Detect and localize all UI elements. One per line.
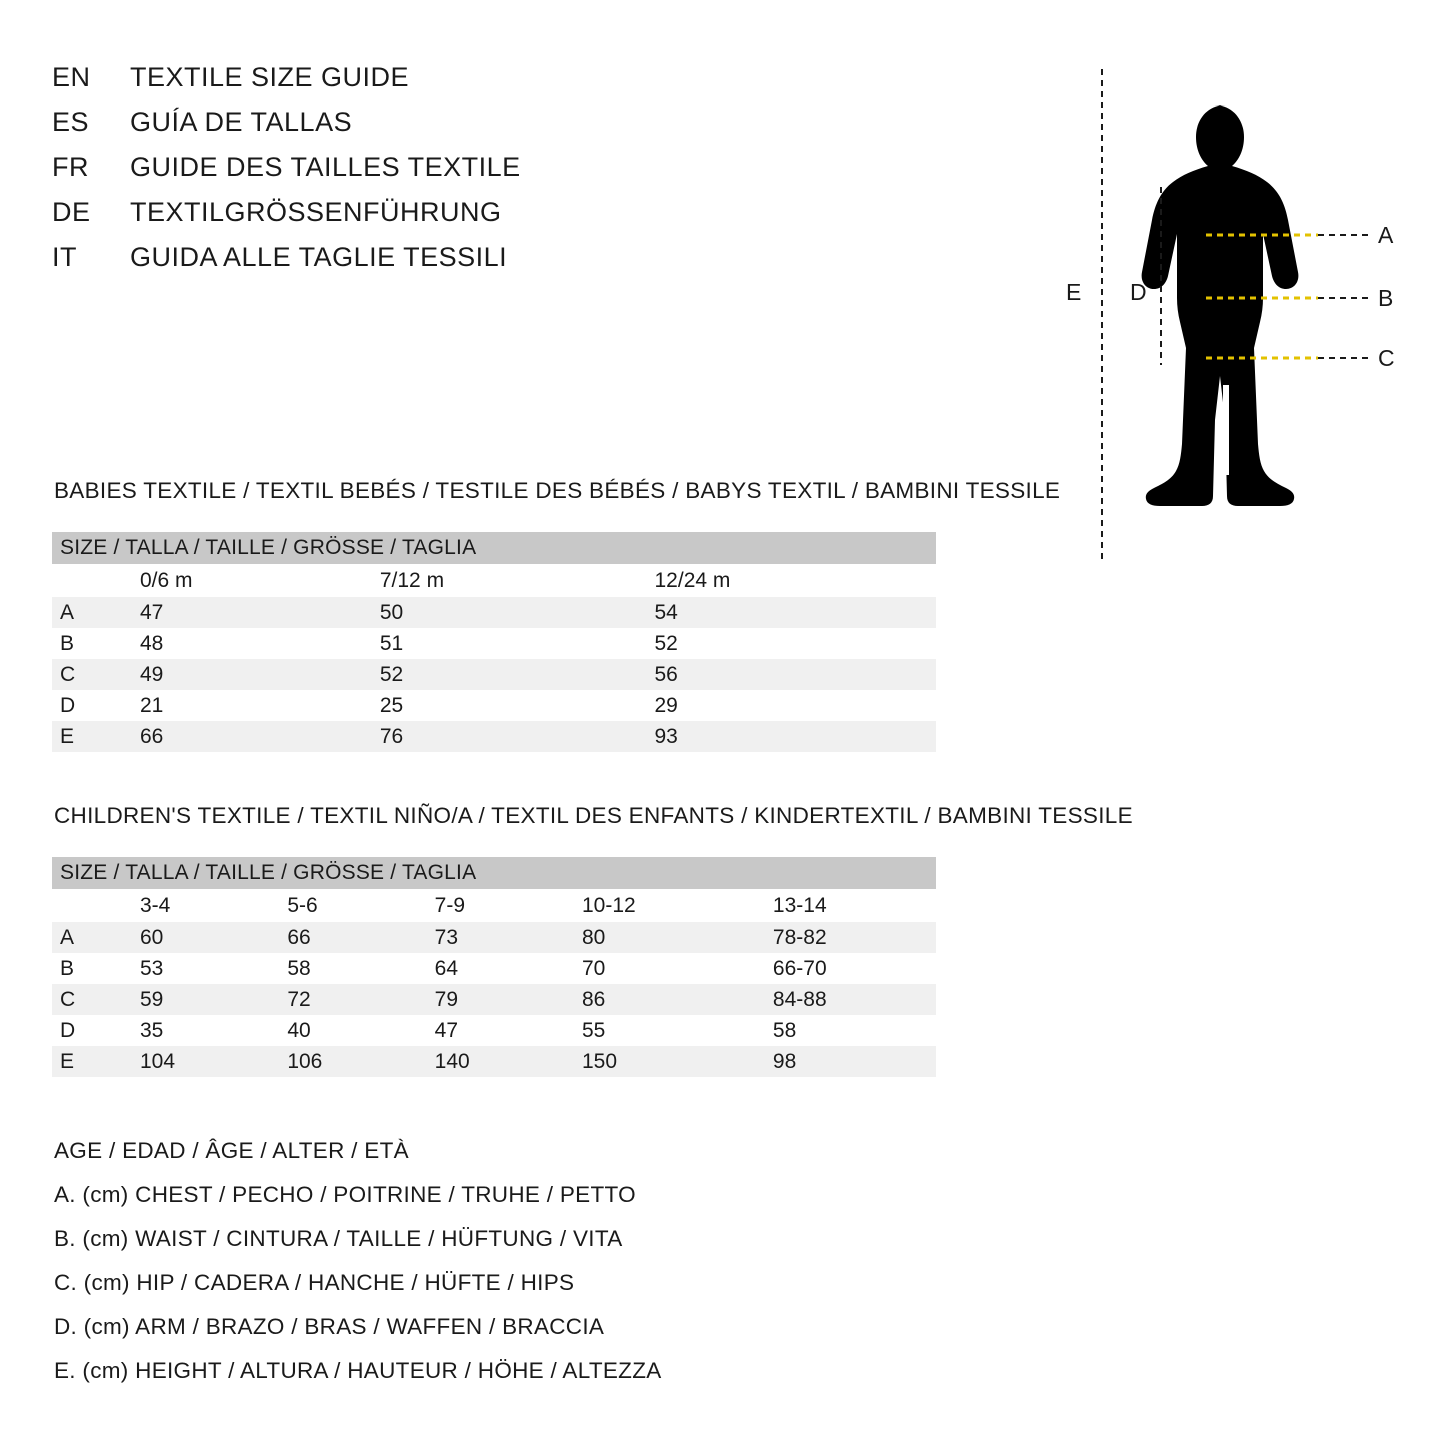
- children-size-table: [52, 857, 936, 1077]
- language-title-fr: GUIDE DES TAILLES TEXTILE: [130, 152, 521, 182]
- table-row: [52, 597, 936, 628]
- children-e-2: 140: [407, 1046, 554, 1077]
- children-row-label-e: E: [52, 1046, 112, 1077]
- children-d-1: 40: [259, 1015, 406, 1046]
- guide-label-a: A: [1378, 222, 1394, 248]
- table-row: [52, 922, 936, 953]
- children-e-4: 98: [745, 1046, 936, 1077]
- children-banner-label: SIZE / TALLA / TAILLE / GRÖSSE / TAGLIA: [52, 857, 936, 889]
- children-e-0: 104: [112, 1046, 259, 1077]
- children-d-3: 55: [554, 1015, 745, 1046]
- table-row: [52, 953, 936, 984]
- children-section-heading: CHILDREN'S TEXTILE / TEXTIL NIÑO/A / TEXTIL DES ENFANTS / KINDERTEXTIL / BAMBINI TESSILE: [54, 803, 1133, 828]
- babies-b-1: 51: [352, 628, 627, 659]
- babies-d-1: 25: [352, 690, 627, 721]
- children-row-label-a: A: [52, 922, 112, 953]
- children-table-header-row: [52, 889, 936, 922]
- children-a-3: 80: [554, 922, 745, 953]
- children-c-4: 84-88: [745, 984, 936, 1015]
- babies-header-corner: [52, 564, 112, 597]
- babies-c-0: 49: [112, 659, 352, 690]
- children-header-corner: [52, 889, 112, 922]
- table-row: [52, 1046, 936, 1077]
- children-b-0: 53: [112, 953, 259, 984]
- babies-row-label-e: E: [52, 721, 112, 752]
- babies-col-2: 12/24 m: [627, 564, 937, 597]
- language-row-it: [52, 242, 752, 287]
- table-row: [52, 659, 936, 690]
- legend-line-age: AGE / EDAD / ÂGE / ALTER / ETÀ: [54, 1138, 409, 1163]
- language-title-en: TEXTILE SIZE GUIDE: [130, 62, 410, 92]
- children-row-label-c: C: [52, 984, 112, 1015]
- children-col-3: 10-12: [554, 889, 745, 922]
- children-d-4: 58: [745, 1015, 936, 1046]
- language-title-de: TEXTILGRÖSSENFÜHRUNG: [130, 197, 502, 227]
- guide-label-e: E: [1066, 279, 1082, 305]
- children-b-3: 70: [554, 953, 745, 984]
- babies-col-1: 7/12 m: [352, 564, 627, 597]
- babies-row-label-b: B: [52, 628, 112, 659]
- language-code-de: DE: [52, 197, 91, 227]
- babies-row-label-c: C: [52, 659, 112, 690]
- legend-line-height: E. (cm) HEIGHT / ALTURA / HAUTEUR / HÖHE / ALTEZZA: [54, 1358, 662, 1383]
- language-row-fr: [52, 152, 752, 197]
- guide-label-c: C: [1378, 345, 1395, 371]
- children-d-2: 47: [407, 1015, 554, 1046]
- babies-a-2: 54: [627, 597, 937, 628]
- legend-line-hip: C. (cm) HIP / CADERA / HANCHE / HÜFTE / HIPS: [54, 1270, 575, 1295]
- children-col-2: 7-9: [407, 889, 554, 922]
- children-row-label-b: B: [52, 953, 112, 984]
- language-row-es: [52, 107, 752, 152]
- babies-d-0: 21: [112, 690, 352, 721]
- table-row: [52, 1015, 936, 1046]
- language-code-it: IT: [52, 242, 77, 272]
- babies-d-2: 29: [627, 690, 937, 721]
- measurement-legend: [54, 1138, 954, 1402]
- babies-row-label-a: A: [52, 597, 112, 628]
- children-c-3: 86: [554, 984, 745, 1015]
- babies-e-2: 93: [627, 721, 937, 752]
- babies-e-1: 76: [352, 721, 627, 752]
- children-col-4: 13-14: [745, 889, 936, 922]
- babies-b-2: 52: [627, 628, 937, 659]
- children-col-0: 3-4: [112, 889, 259, 922]
- table-row: [52, 721, 936, 752]
- babies-size-table: [52, 532, 936, 752]
- children-b-2: 64: [407, 953, 554, 984]
- babies-row-label-d: D: [52, 690, 112, 721]
- babies-e-0: 66: [112, 721, 352, 752]
- language-title-es: GUÍA DE TALLAS: [130, 107, 353, 137]
- language-row-de: [52, 197, 752, 242]
- babies-section-heading: BABIES TEXTILE / TEXTIL BEBÉS / TESTILE DES BÉBÉS / BABYS TEXTIL / BAMBINI TESSILE: [54, 478, 1061, 503]
- table-row: [52, 984, 936, 1015]
- babies-c-2: 56: [627, 659, 937, 690]
- legend-line-chest: A. (cm) CHEST / PECHO / POITRINE / TRUHE / PETTO: [54, 1182, 636, 1207]
- children-c-2: 79: [407, 984, 554, 1015]
- children-a-0: 60: [112, 922, 259, 953]
- babies-table-header-row: [52, 564, 936, 597]
- children-table-banner: [52, 857, 936, 889]
- guide-label-d: D: [1130, 279, 1147, 305]
- babies-a-0: 47: [112, 597, 352, 628]
- children-b-1: 58: [259, 953, 406, 984]
- children-col-1: 5-6: [259, 889, 406, 922]
- children-row-label-d: D: [52, 1015, 112, 1046]
- language-row-en: [52, 62, 752, 107]
- children-e-3: 150: [554, 1046, 745, 1077]
- babies-table-banner: [52, 532, 936, 564]
- language-title-it: GUIDA ALLE TAGLIE TESSILI: [130, 242, 508, 272]
- children-a-1: 66: [259, 922, 406, 953]
- language-code-es: ES: [52, 107, 90, 137]
- table-row: [52, 628, 936, 659]
- language-titles: [52, 62, 752, 287]
- language-code-fr: FR: [52, 152, 89, 182]
- children-a-2: 73: [407, 922, 554, 953]
- children-c-1: 72: [259, 984, 406, 1015]
- legend-line-arm: D. (cm) ARM / BRAZO / BRAS / WAFFEN / BRACCIA: [54, 1314, 605, 1339]
- children-c-0: 59: [112, 984, 259, 1015]
- children-d-0: 35: [112, 1015, 259, 1046]
- babies-c-1: 52: [352, 659, 627, 690]
- babies-col-0: 0/6 m: [112, 564, 352, 597]
- legend-line-waist: B. (cm) WAIST / CINTURA / TAILLE / HÜFTUNG / VITA: [54, 1226, 623, 1251]
- babies-b-0: 48: [112, 628, 352, 659]
- babies-a-1: 50: [352, 597, 627, 628]
- children-a-4: 78-82: [745, 922, 936, 953]
- children-b-4: 66-70: [745, 953, 936, 984]
- children-e-1: 106: [259, 1046, 406, 1077]
- measurement-diagram: [1030, 55, 1430, 575]
- babies-banner-label: SIZE / TALLA / TAILLE / GRÖSSE / TAGLIA: [52, 532, 936, 564]
- table-row: [52, 690, 936, 721]
- language-code-en: EN: [52, 62, 91, 92]
- child-silhouette-icon: [1142, 105, 1299, 506]
- guide-label-b: B: [1378, 285, 1394, 311]
